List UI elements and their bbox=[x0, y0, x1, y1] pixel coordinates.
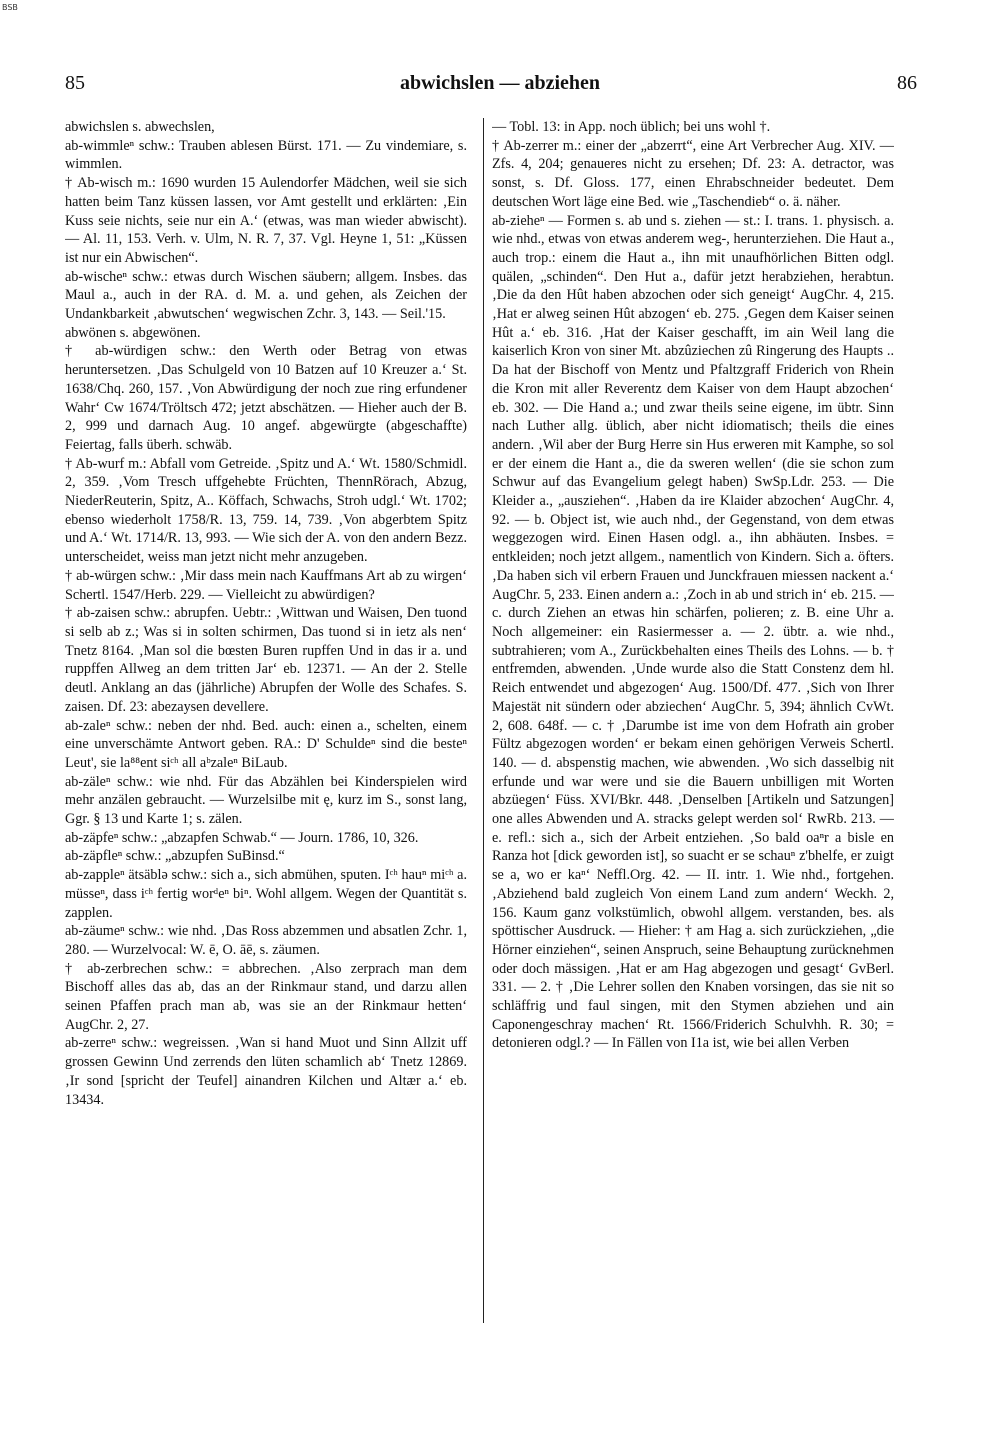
left-column-entry: † ab-zerbrechen schw.: = abbrechen. ‚Also zerprach man dem Bischoff alles das ab, das an der Rinkmaur stand, und darzu allen seinen Pfaffen prach man ab, was sie an der Rinkmaur hetten‘ AugChr. 2, 27. bbox=[65, 960, 467, 1033]
running-title: abwichslen — abziehen bbox=[399, 72, 601, 94]
left-column-entry: † Ab-wurf m.: Abfall vom Getreide. ‚Spitz und A.‘ Wt. 1580/Schmidl. 2, 359. ‚Vom Tresch uffgehebte Früchten, ThennRörach, Abzug, NiederReuterin, Spitz, A.. Köffach, Schwachs, Stroh udgl.‘ Wt. 1702; ebenso wiederholt 1758/R. 13, 759. 14, 739. ‚Von abgerbtem Spitz und A.‘ Wt. 1714/R. 13, 993. — Wie sich der A. von den andern Bezz. unterscheidet, weiss man jetzt nicht mehr anzugeben. bbox=[65, 455, 467, 566]
left-column-entry: abwönen s. abgewönen. bbox=[65, 324, 201, 341]
right-column bbox=[492, 118, 894, 1328]
left-column-entry: ab-zappleⁿ ätsäblə schw.: sich a., sich abmühen, sputen. Iᶜʰ hauⁿ miᶜʰ a. müsseⁿ, dass iᶜʰ fertig worᵈeⁿ biⁿ. Wohl allgem. Wegen der Quantität s. zapplen. bbox=[65, 867, 467, 921]
column-divider bbox=[483, 118, 484, 1323]
left-column-entry: ab-zäumeⁿ schw.: wie nhd. ‚Das Ross abzemmen und absatlen Zchr. 1, 280. — Wurzelvocal: W. ē, O. āē, s. zäumen. bbox=[65, 923, 467, 958]
left-column-entry: † ab-zaisen schw.: abrupfen. Uebtr.: ‚Wittwan und Waisen, Den tuond si selb ab z.; Was si in solten schirmen, Das tuond si in ietz als nen‘ Tnetz 8164. ‚Man sol die bœsten Buren rupffen Und in das ir a. und ruppffen Allweg an dem tritten Jar‘ eb. 12371. — An der 2. Stelle deutl. Anklang an das (jährliche) Abrupfen der Wolle des Schafes. S. zaisen. Df. 23: abezaysen devellere. bbox=[65, 605, 467, 715]
left-column bbox=[65, 118, 467, 1328]
left-column-entry: ab-zaleⁿ schw.: neben der nhd. Bed. auch: einen a., schelten, einem eine unverschämte Antwort geben. RA.: D' Schuldeⁿ sind die besteⁿ Leut', sie la⁸⁸ent siᶜʰ all aᵇzaleⁿ BiLaub. bbox=[65, 717, 467, 771]
left-column-entry: ab-zäpfeⁿ schw.: „abzapfen Schwab.“ — Journ. 1786, 10, 326. bbox=[65, 829, 419, 846]
page-number-right: 86 bbox=[897, 72, 917, 94]
left-column-entry: ab-zäleⁿ schw.: wie nhd. Für das Abzählen bei Kinderspielen wird mehr anzälen gebraucht. — Wurzelsilbe mit ę, kurz im S., sonst lang, Ggr. § 13 und Karte 1; s. zälen. bbox=[65, 773, 467, 828]
left-column-entry: ab-zäpfleⁿ schw.: „abzupfen SuBinsd.“ bbox=[65, 848, 285, 865]
library-stamp: BSB bbox=[2, 3, 18, 12]
left-column-entry: ab-wischeⁿ schw.: etwas durch Wischen säubern; allgem. Insbes. das Maul a., auch in der RA. d. M. a. und gehen, als Zeichen der Undankbarkeit ‚abwutschen‘ wegwischen Zchr. 3, 143. — Seil.'15. bbox=[65, 268, 467, 323]
left-column-entry: † ab-würgen schw.: ‚Mir dass mein nach Kauffmans Art ab zu wirgen‘ Schertl. 1547/Herb. 229. — Vielleicht zu abwürdigen? bbox=[65, 567, 467, 603]
right-column-entry: † Ab-zerrer m.: einer der „abzerrt“, eine Art Verbrecher Aug. XIV. — Zfs. 4, 204; genaueres nicht zu ersehen; Df. 23: A. detractor, was sonst, s. Df. Gloss. 177, einen Ehrabschneider bedeutet. Dem deutschen Wort läge eine Bed. wie „Taschendieb“ o. ä. näher. bbox=[492, 137, 894, 210]
left-column-entry: † Ab-wisch m.: 1690 wurden 15 Aulendorfer Mädchen, weil sie sich hatten beim Tanz küssen lassen, vor Amt gestellt und erklärten: ‚Ein Kuss seie nichts, seie nur ein A.‘ (etwas, was man wieder abwischt). — Al. 11, 153. Verh. v. Ulm, N. R. 7, 37. Vgl. Heyne 1, 51: „Küssen ist nur ein Abwischen“. bbox=[65, 175, 467, 266]
page-header bbox=[0, 72, 1000, 102]
left-column-entry: ab-zerreⁿ schw.: wegreissen. ‚Wan si hand Muot und Sinn Allzit uff grossen Gewinn Und zerrends den lüten schamlich ab‘ Tnetz 12869. ‚Ir sond [spricht der Teufel] ainandren Kilchen und Altær a.‘ eb. 13434. bbox=[65, 1035, 467, 1108]
left-column-entry: † ab-würdigen schw.: den Werth oder Betrag von etwas heruntersetzen. ‚Das Schulgeld von 10 Batzen auf 10 Kreuzer a.‘ St. 1638/Chq. 260, 157. ‚Von Abwürdigung der noch zue ring erfundener Wahr‘ Cw 1674/Tröltsch 472; jetzt abschätzen. — Hieher auch der B. 2, 999 und darnach Aug. 10 angef. abgewürgte (abgeschaffte) Feiertag, falls überh. schwäb. bbox=[65, 343, 467, 453]
left-column-entry: ab-wimmleⁿ schw.: Trauben ablesen Bürst. 171. — Zu vindemiare, s. wimmlen. bbox=[65, 137, 467, 173]
page-number-left: 85 bbox=[65, 72, 85, 94]
right-column-entry: — Tobl. 13: in App. noch üblich; bei uns wohl †. bbox=[492, 119, 771, 135]
right-column-entry: ab-zieheⁿ — Formen s. ab und s. ziehen — st.: I. trans. 1. physisch. a. wie nhd., etwas von etwas anderem weg-, herunterziehen. Die Haut a., auch trop.: einem die Haut a., ihn mit unaufhörlichen Bitten odgl. quälen, „schinden“. Den Hut a., dafür jetzt herabziehen, herabtun. ‚Die da den Hût haben abzochen oder sich geneigt‘ AugChr. 4, 215. ‚Hat er alweg seinen Hût abzogen‘ eb. 275. ‚Gegen dem Kaiser seinen Hût a.‘ eb. 316. ‚Hat der Kaiser geschafft, im ain Weil lang die kaiserlich Kron von siner Mt. abzûziechen zû Ringerung des Haupts .. Da hat der Bischoff von Mentz und Pfaltzgraff Friderich von Rhein die Kron mit aller Reverentz dem Kaiser von dem Haupt abzochen‘ eb. 302. — Die Hand a.; und zwar theils seine eigene, im übtr. Sinn nach Luther allg. üblich, aber nicht idiomatisch; theils die eines andern. ‚Wil aber der Burg Herre sin Hus erweren mit Kamphe, so sol er der einem die Hant a., die da sweren wellen‘ (die sie schon zum Schwur auf das Evangelium gelegt haben) SwSp.Ldr. 253. — Die Kleider a., „ausziehen“. ‚Haben da ire Klaider abzochen‘ AugChr. 4, 92. — b. Object ist, wie auch nhd., der Gegenstand, von dem etwas weggezogen wird. Einen Hasen odgl. a., ihn abhäuten. Insbes. = entkleiden; noch jetzt allgem., namentlich von Kindern. Sich a. öfters. ‚Da haben sich vil erbern Frauen und Junckfrauen miessen nackent a.‘ AugChr. 5, 233. Einen andern a.: ‚Zoch in ab und strich in‘ eb. 215. — c. durch Ziehen an etwas hin schärfen, polieren; z. B. eine Uhr a. Noch allgemeiner: ein Rasiermesser a. — 2. übtr. a. wie nhd., subtrahieren; vom A., Zurückbehalten eines Theils des Lohns. — b. † entfremden, abwenden. ‚Unde wurde also die Statt Constenz dem hl. Reich entwendet und abgezogen‘ Aug. 1500/Df. 477. ‚Sich von Ihrer Majestät nit sündern oder abziechen‘ AugChr. 5, 394; ähnlich CvWt. 2, 608. 648f. — c. † ‚Darumbe ist ime von dem Hofrath ain grober Fültz abgezogen worden‘ er bekam einen gehörigen Verweis Schertl. 140. — d. abspenstig machen, wie abwenden. ‚Wo sich dasselbig nit erfunde und war were und sie die Bauern unbilligen mit Worten abzüegen‘ Füss. XVI/Bkr. 448. ‚Denselben [Artikeln und Satzungen] one alles Abwenden und A. stracks gelept werden sol‘ RwRb. 213. — e. refl.: sich a., sich der Arbeit entziehen. ‚So bald oaⁿr a bisle en Ranza hot [dick geworden ist], so suacht er se schauⁿ z'bhelfe, er zuigt se a, wo er kaⁿ‘ Neffl.Org. 42. — II. intr. 1. Wie nhd., fortgehen. ‚Abziehend bald zugleich Von einem Land zum andern‘ Weckh. 2, 156. Kaum ganz volkstümlich, obwohl allgem. verstanden, bes. als spöttischer Ausdruck. — Hieher: † am Hag a. sich zurückziehen, „die Hörner einziehen“, seinen Anspruch, seine Behauptung zurücknehmen oder doch mässigen. ‚Hat er am Hag abgezogen und gesagt‘ GvBerl. 331. — 2. † ‚Die Lehrer sollen den Knaben vorsingen, das sie nit so schläffrig und faul singen, mit den Stymen abziehen und ain Caponengeschray machen‘ Rt. 1566/Friderich Schulvhh. R. 30; = detonieren odgl.? — In Fällen von I1a ist, wie bei allen Verben bbox=[492, 212, 894, 1052]
left-column-entry: abwichslen s. abwechslen, bbox=[65, 119, 215, 135]
